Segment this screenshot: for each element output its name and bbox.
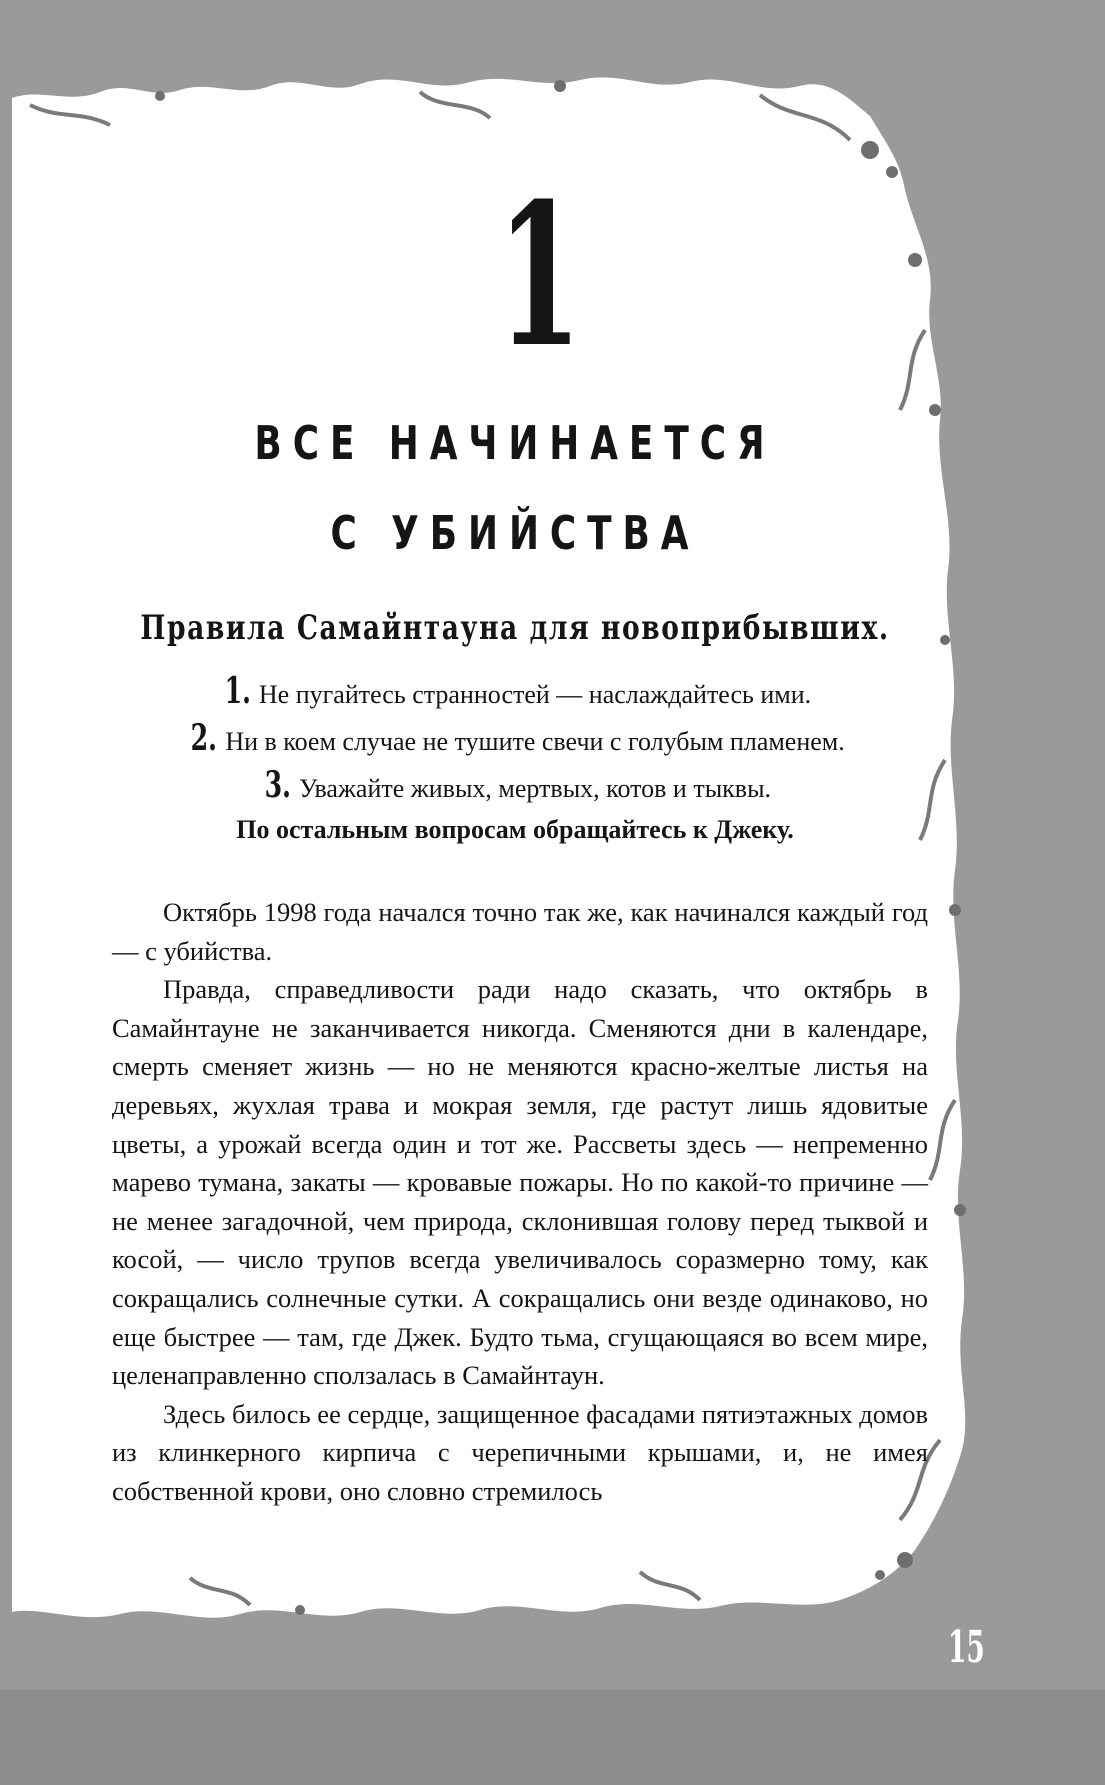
rule-number: 3. (264, 764, 291, 806)
paragraph: Здесь билось ее сердце, защищенное фасадами пятиэтажных домов из клинкерного кирпича с черепичными крышами, и, не имея собственной крови, оно словно стремилось (112, 1398, 928, 1506)
chapter-title-line-1: ВСЕ НАЧИНАЕТСЯ (254, 416, 776, 470)
paragraph: Правда, справедливости ради надо сказать, что октябрь в Самайнтауне не заканчивается никогда. Сменяются дни в календаре, смерть сменяет жизнь — но не меняются красно-желтые листья на деревьях, жухлая трава и мокрая земля, где растут лишь ядовитые цветы, а урожай всегда один и тот же. Рассветы здесь — непременно марево тумана, закаты — кровавые пожары. Но по какой-то причине — не менее загадочной, чем природа, склонившая голову перед тыквой и косой, — число трупов всегда увеличивалось соразмерно тому, как сокращались солнечные сутки. А сокращались они везде одинаково, но еще быстрее — там, где Джек. Будто тьма, сгущающаяся во всем мире, целенаправленно сползалась в Самайнтаун. (112, 974, 928, 1391)
paragraph: Октябрь 1998 года начался точно так же, как начинался каждый год — с убийства. (112, 897, 928, 966)
rule-item (0, 717, 1030, 759)
body-text (112, 893, 928, 1511)
rule-text: Уважайте живых, мертвых, котов и тыквы. (299, 774, 772, 803)
rule-text: Ни в коем случае не тушите свечи с голубым пламенем. (225, 727, 845, 756)
rule-item (0, 764, 1030, 806)
page-number: 15 (948, 1622, 985, 1673)
rule-item (0, 670, 1030, 712)
rule-text: Не пугайтесь странностей — наслаждайтесь ими. (258, 680, 812, 709)
rules-note: По остальным вопросам обращайтесь к Джеку. (236, 815, 794, 844)
rule-number: 1. (224, 670, 251, 712)
rules-heading: Правила Самайнтауна для новоприбывших. (140, 608, 890, 648)
chapter-title-line-2: С УБИЙСТВА (330, 506, 700, 560)
chapter-number: 1 (497, 161, 580, 391)
rule-number: 2. (190, 717, 218, 759)
